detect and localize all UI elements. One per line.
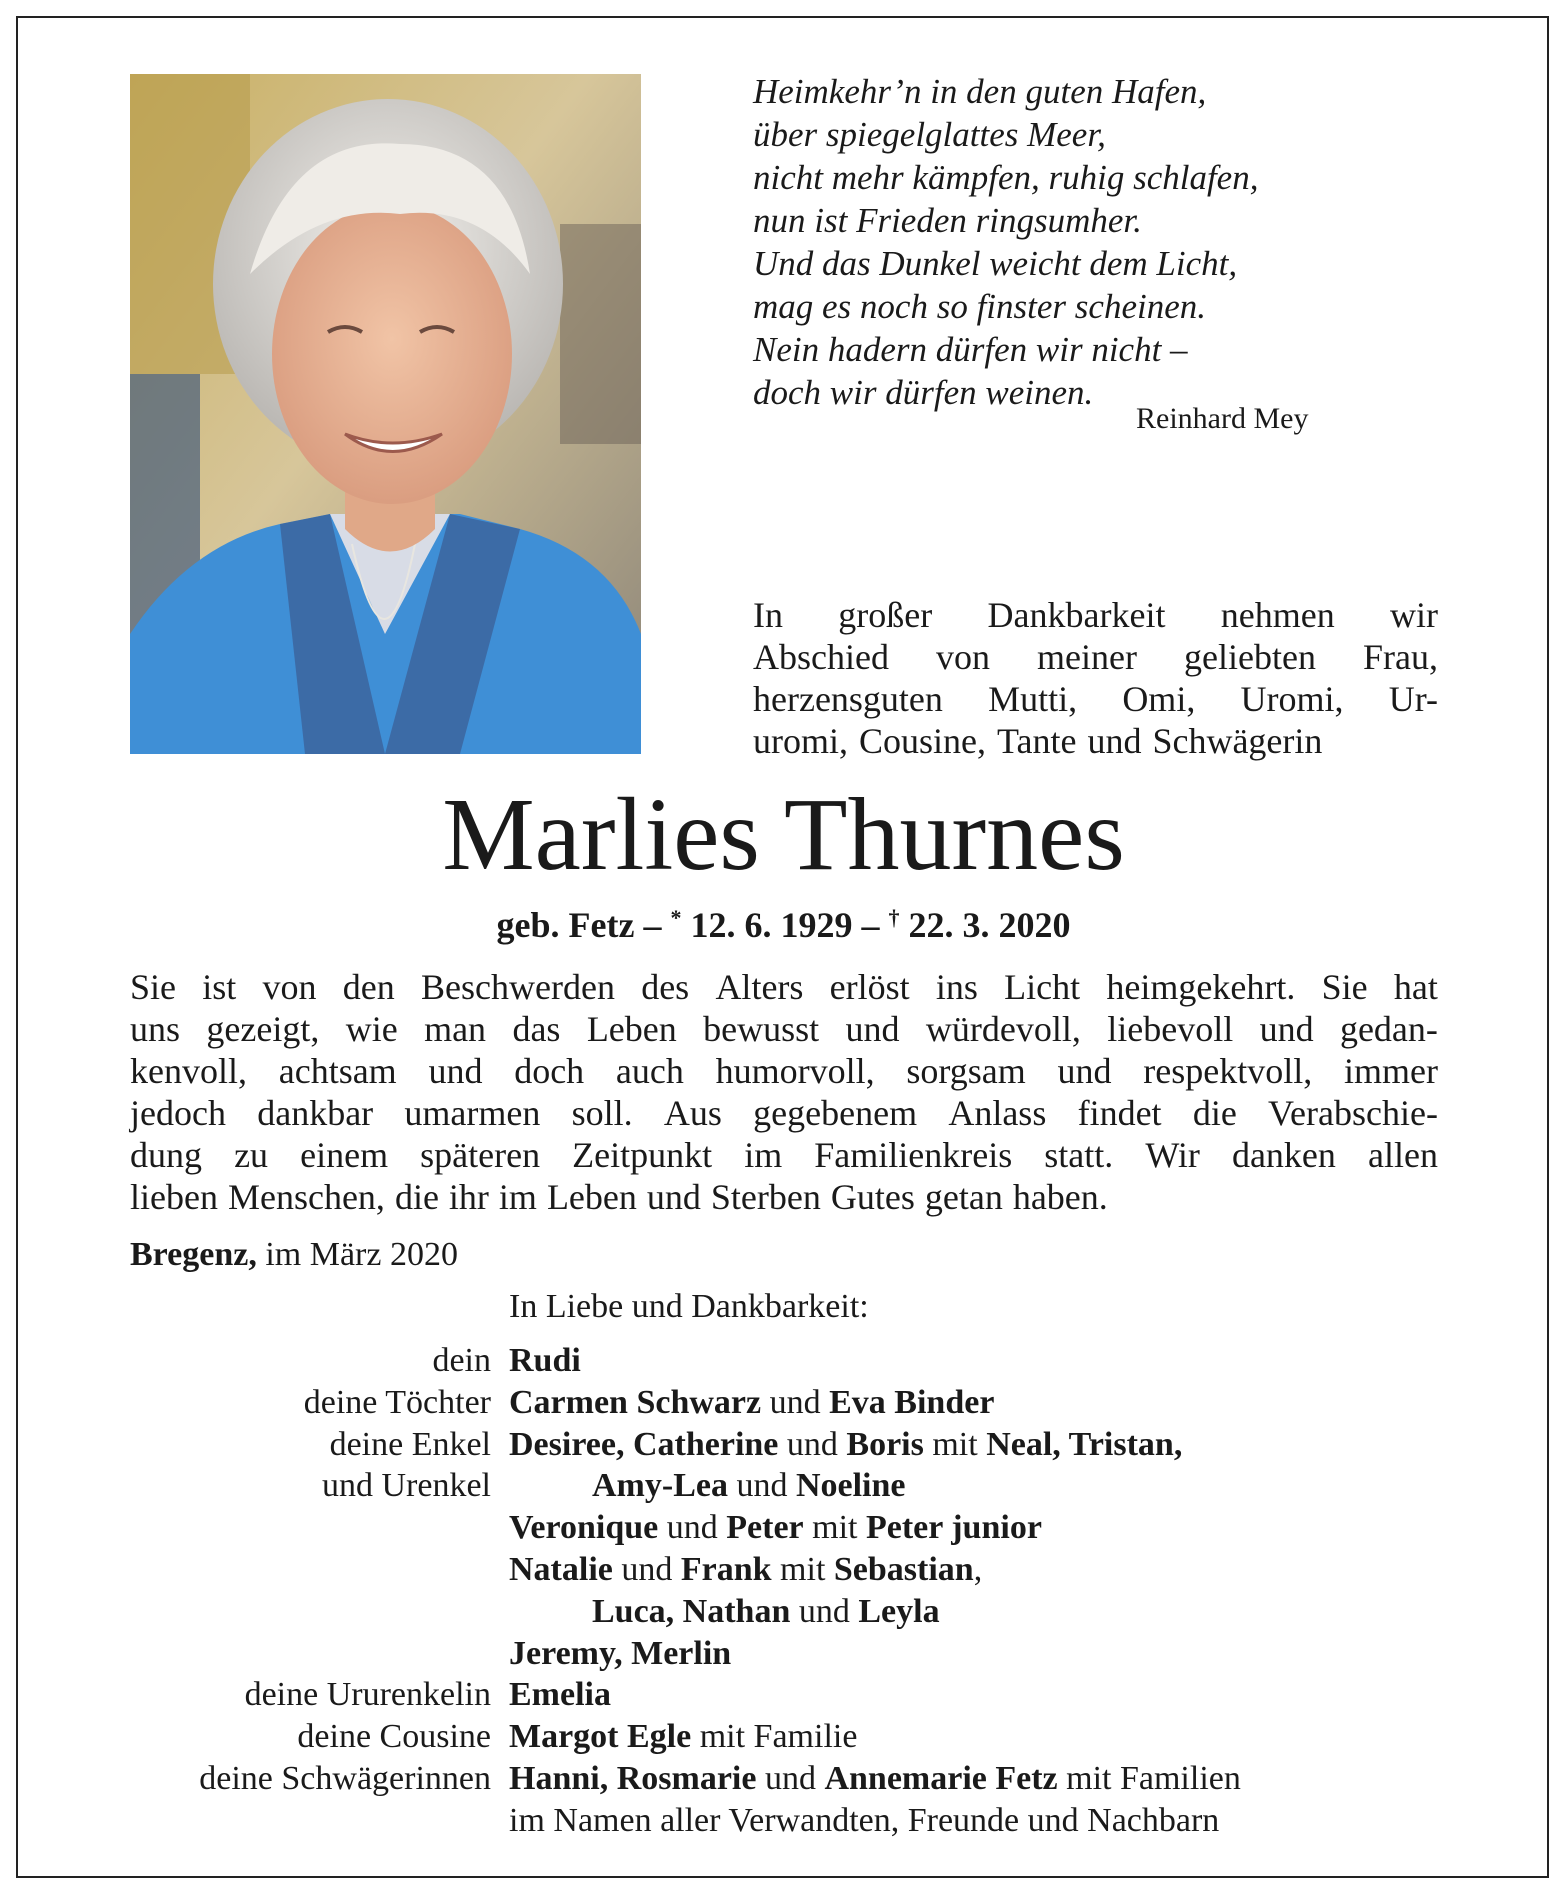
connector-text: mit Familien — [1057, 1759, 1241, 1797]
word: Licht — [1004, 967, 1081, 1007]
word: auch — [615, 1051, 684, 1091]
word: bewusst — [703, 1009, 820, 1049]
word: von — [936, 637, 990, 677]
connector-text: und — [761, 1383, 830, 1421]
place-date — [130, 1236, 458, 1274]
mourner-row — [0, 1633, 1567, 1675]
word: allen — [1367, 1135, 1438, 1175]
word: späteren — [420, 1135, 541, 1175]
deceased-name: Marlies Thurnes — [442, 777, 1125, 892]
poem-line: über spiegelglattes Meer, — [753, 115, 1106, 154]
word: findet — [1077, 1093, 1162, 1133]
word: Cousine, — [859, 721, 987, 761]
birth-name: geb. Fetz — [496, 905, 635, 945]
body-line — [130, 1134, 1438, 1176]
word: nehmen — [1220, 595, 1335, 635]
word: Verabschie- — [1268, 1093, 1438, 1133]
poem-line: mag es noch so finster scheinen. — [753, 287, 1206, 326]
word: Wir — [1145, 1135, 1200, 1175]
word: Anlass — [948, 1093, 1047, 1133]
place-month: im März 2020 — [265, 1236, 458, 1273]
connector-text: und — [727, 1467, 796, 1505]
mourner-name: Veronique — [509, 1509, 659, 1547]
signoff: In Liebe und Dankbarkeit: — [509, 1288, 869, 1325]
word: danken — [1231, 1135, 1336, 1175]
word: wie — [345, 1009, 398, 1049]
connector-text: und — [778, 1425, 847, 1463]
word: achtsam — [278, 1051, 397, 1091]
word: Dankbarkeit — [987, 595, 1166, 635]
mourner-names — [509, 1800, 1219, 1842]
mourner-names — [509, 1674, 611, 1716]
word: jedoch — [130, 1093, 226, 1133]
word: erlöst — [829, 967, 910, 1007]
place-city: Bregenz, — [130, 1236, 257, 1273]
word: das — [512, 1009, 561, 1049]
word: herzensguten — [753, 679, 943, 719]
word: und — [1057, 1051, 1112, 1091]
mourner-name: Neal, Tristan, — [986, 1425, 1183, 1463]
word: gezeigt, — [206, 1009, 320, 1049]
word: statt. — [1044, 1135, 1114, 1175]
word: uromi, — [753, 721, 848, 761]
word: zu — [234, 1135, 269, 1175]
word: In — [753, 595, 783, 635]
mourner-relation: dein — [432, 1342, 491, 1379]
word: Frau, — [1363, 637, 1438, 677]
poem — [753, 70, 1353, 414]
mourner-names — [509, 1507, 1042, 1549]
connector-text: mit — [771, 1550, 834, 1588]
mourner-name: Boris — [846, 1425, 924, 1463]
word: im — [498, 1177, 537, 1217]
mourner-name: Jeremy, Merlin — [509, 1634, 732, 1672]
mourner-name: Leyla — [858, 1592, 940, 1630]
connector-text: und — [612, 1550, 681, 1588]
mourner-name: Annemarie Fetz — [824, 1759, 1058, 1797]
word: heimgekehrt. — [1106, 967, 1296, 1007]
mourner-relation: deine Ururenkelin — [244, 1676, 491, 1714]
word: einem — [300, 1135, 389, 1175]
mourner-row — [0, 1507, 1567, 1549]
mourner-names — [509, 1758, 1241, 1800]
mourner-relation: deine Schwägerinnen — [199, 1759, 491, 1797]
poem-line: nicht mehr kämpfen, ruhig schlafen, — [753, 158, 1259, 197]
mourner-row — [0, 1674, 1567, 1716]
born-symbol: * — [670, 905, 682, 930]
body-text — [130, 966, 1438, 1218]
mourner-name: Rudi — [509, 1342, 581, 1379]
mourner-name: Peter — [726, 1509, 804, 1547]
mourner-row — [0, 1716, 1567, 1758]
word: Beschwerden — [421, 967, 615, 1007]
intro-line — [753, 720, 1438, 762]
mourner-name: Peter junior — [865, 1509, 1042, 1547]
connector-text: und — [790, 1592, 859, 1630]
mourner-name: Hanni, Rosmarie — [509, 1759, 757, 1797]
word: soll. — [571, 1093, 633, 1133]
word: ins — [935, 967, 978, 1007]
word: Mutti, — [988, 679, 1078, 719]
connector-text: und — [658, 1509, 727, 1547]
died-date: 22. 3. 2020 — [908, 905, 1071, 945]
word: ihr — [448, 1177, 489, 1217]
mourner-name: Amy-Lea — [592, 1467, 728, 1505]
word: Sie — [130, 967, 177, 1007]
word: gegebenem — [753, 1093, 918, 1133]
word: haben. — [1012, 1177, 1108, 1217]
life-dates: geb. Fetz – * 12. 6. 1929 – † 22. 3. 2020 — [496, 905, 1071, 945]
body-line — [130, 1092, 1438, 1134]
word: Uromi, — [1240, 679, 1344, 719]
mourner-name: Natalie — [509, 1550, 613, 1588]
connector-text: , — [973, 1550, 983, 1588]
intro-line — [753, 678, 1438, 720]
mourner-name: Eva Binder — [829, 1383, 995, 1421]
word: Aus — [663, 1093, 722, 1133]
word: dung — [130, 1135, 202, 1175]
word: und — [1087, 721, 1142, 761]
mourner-relation: deine Cousine — [297, 1718, 491, 1756]
poem-line: nun ist Frieden ringsumher. — [753, 201, 1142, 240]
mourner-name: Margot Egle — [509, 1718, 692, 1756]
word: man — [424, 1009, 487, 1049]
word: liebevoll — [1107, 1009, 1234, 1049]
mourner-name: Luca, Nathan — [592, 1592, 791, 1630]
word: ist — [202, 967, 237, 1007]
word: hat — [1393, 967, 1438, 1007]
word: humorvoll, — [715, 1051, 875, 1091]
word: meiner — [1037, 637, 1137, 677]
word: gedan- — [1339, 1009, 1438, 1049]
word: doch — [514, 1051, 585, 1091]
word: getan — [924, 1177, 1003, 1217]
mourner-names — [592, 1591, 940, 1633]
word: Abschied — [753, 637, 889, 677]
mourner-names — [592, 1465, 906, 1507]
word: des — [641, 967, 690, 1007]
word: im — [744, 1135, 783, 1175]
poem-line: Nein hadern dürfen wir nicht – — [753, 330, 1188, 369]
mourner-name: Desiree, Catherine — [509, 1425, 779, 1463]
portrait-photo — [130, 74, 641, 754]
word: Zeitpunkt — [572, 1135, 713, 1175]
word: Leben — [546, 1177, 637, 1217]
word: Schwägerin — [1152, 721, 1323, 761]
word: Ur- — [1388, 679, 1438, 719]
word: Sie — [1321, 967, 1368, 1007]
mourner-row — [0, 1758, 1567, 1800]
mourner-names — [509, 1382, 994, 1424]
mourner-relation: deine Enkel — [329, 1425, 491, 1463]
mourner-name: Frank — [680, 1550, 772, 1588]
word: Tante — [997, 721, 1077, 761]
word: dankbar — [257, 1093, 374, 1133]
word: Sterben — [710, 1177, 821, 1217]
word: die — [1192, 1093, 1237, 1133]
mourner-names — [509, 1633, 731, 1675]
word: geliebten — [1184, 637, 1316, 677]
born-date: 12. 6. 1929 — [690, 905, 853, 945]
connector-text: mit — [923, 1425, 987, 1463]
word: umarmen — [404, 1093, 541, 1133]
poem-line: Und das Dunkel weicht dem Licht, — [753, 244, 1238, 283]
mourner-name: Noeline — [795, 1467, 906, 1505]
word: von — [262, 967, 317, 1007]
mourner-name: Carmen Schwarz — [509, 1383, 762, 1421]
died-symbol: † — [888, 905, 900, 930]
mourner-names — [509, 1716, 857, 1758]
mourner-relation: und Urenkel — [321, 1467, 491, 1505]
mourners-list — [0, 1340, 1567, 1842]
word: und — [428, 1051, 483, 1091]
mourner-names — [509, 1424, 1182, 1466]
intro-line — [753, 636, 1438, 678]
poem-line: doch wir dürfen weinen. — [753, 373, 1094, 412]
mourner-relation: deine Töchter — [303, 1383, 491, 1421]
word: den — [342, 967, 395, 1007]
body-line — [130, 1050, 1438, 1092]
connector-text: mit Familie — [691, 1718, 858, 1756]
mourner-row — [0, 1382, 1567, 1424]
mourner-row — [0, 1424, 1567, 1466]
word: lieben — [130, 1177, 218, 1217]
body-line — [130, 1008, 1438, 1050]
mourner-row — [0, 1340, 1567, 1382]
intro-line — [753, 594, 1438, 636]
word: wir — [1390, 595, 1438, 635]
poem-line: Heimkehr’n in den guten Hafen, — [753, 72, 1207, 111]
word: Omi, — [1122, 679, 1196, 719]
word: und — [1259, 1009, 1314, 1049]
word: kenvoll, — [130, 1051, 247, 1091]
word: würdevoll, — [925, 1009, 1081, 1049]
mourner-row — [0, 1591, 1567, 1633]
word: und — [646, 1177, 701, 1217]
mourner-name: Sebastian — [833, 1550, 974, 1588]
mourner-row — [0, 1800, 1567, 1842]
word: Gutes — [830, 1177, 915, 1217]
word: respektvoll, — [1143, 1051, 1313, 1091]
mourner-name: Emelia — [509, 1676, 611, 1714]
mourner-row — [0, 1465, 1567, 1507]
word: und — [845, 1009, 900, 1049]
body-line — [130, 966, 1438, 1008]
word: Alters — [715, 967, 804, 1007]
mourner-names — [509, 1549, 982, 1591]
connector-text: und — [756, 1759, 825, 1797]
word: immer — [1343, 1051, 1438, 1091]
word: die — [394, 1177, 439, 1217]
word: Menschen, — [227, 1177, 385, 1217]
word: Familienkreis — [814, 1135, 1013, 1175]
connector-text: mit — [803, 1509, 866, 1547]
word: sorgsam — [906, 1051, 1026, 1091]
mourner-row — [0, 1549, 1567, 1591]
connector-text: im Namen aller Verwandten, Freunde und Nachbarn — [509, 1801, 1220, 1839]
intro-text — [753, 594, 1438, 762]
word: uns — [130, 1009, 181, 1049]
body-line — [130, 1176, 1438, 1218]
poem-author: Reinhard Mey — [1136, 402, 1309, 435]
word: großer — [838, 595, 933, 635]
word: Leben — [586, 1009, 677, 1049]
mourner-names — [509, 1340, 581, 1382]
